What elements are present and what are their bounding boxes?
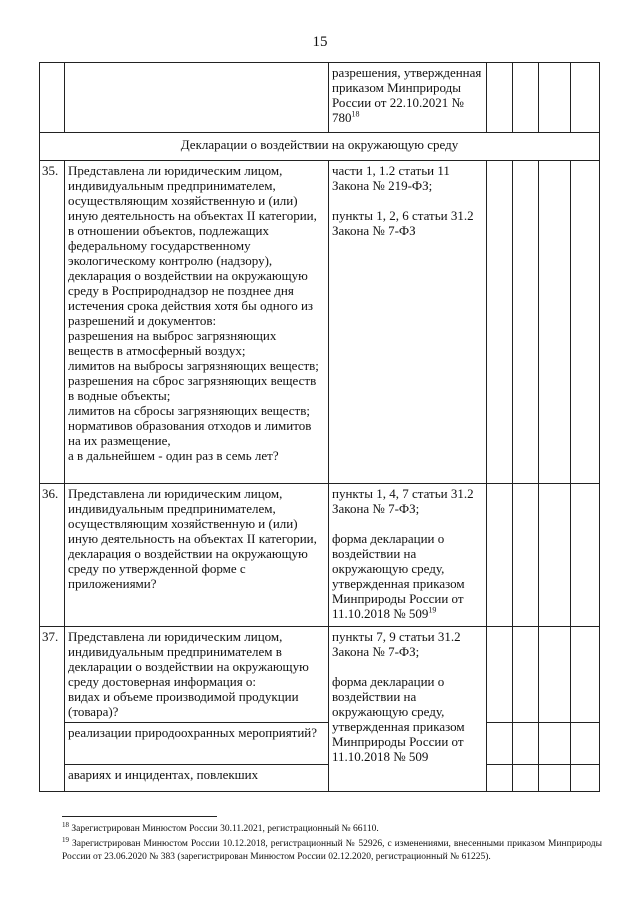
row-number: 37.	[40, 627, 65, 792]
basis-text: части 1, 1.2 статьи 11 Закона № 219-ФЗ; пункты 1, 2, 6 статьи 31.2 Закона № 7-ФЗ	[329, 161, 487, 484]
footnote-divider	[62, 816, 217, 817]
table-row	[40, 484, 600, 627]
check-cell	[571, 723, 600, 765]
table-row	[40, 723, 600, 765]
question-cell	[65, 63, 329, 133]
check-cell	[513, 723, 539, 765]
check-cell	[513, 484, 539, 627]
table-row	[40, 765, 600, 792]
footnote-text: Зарегистрирован Минюстом России 10.12.2018, регистрационный № 52926, с изменениями, внесенными приказом Минприроды России от 23.06.2020 № 383 (зарегистрирован Минюстом России 02.12.2020, регистрационный № 61225).	[62, 839, 602, 862]
check-cell	[487, 484, 513, 627]
row-number-cell	[40, 63, 65, 133]
check-cell	[571, 627, 600, 723]
check-cell	[487, 723, 513, 765]
check-cell	[487, 161, 513, 484]
check-cell	[539, 161, 571, 484]
footnote-number: 19	[62, 835, 69, 844]
check-cell	[571, 484, 600, 627]
check-cell	[539, 765, 571, 792]
check-cell	[571, 161, 600, 484]
basis-text: пункты 7, 9 статьи 31.2 Закона № 7-ФЗ; форма декларации о воздействии на окружающую среду, утвержденная приказом Минприроды России от 11.10.2018 № 509	[329, 627, 487, 792]
table-row	[40, 627, 600, 723]
check-cell	[539, 484, 571, 627]
check-cell	[513, 765, 539, 792]
footnote-number: 18	[62, 820, 69, 829]
footnote	[62, 835, 602, 864]
question-text: Представлена ли юридическим лицом, индивидуальным предпринимателем в декларации о воздействии на окружающую среду достоверная информация о: видах и объеме производимой продукции (товара)?	[65, 627, 329, 723]
question-text: Представлена ли юридическим лицом, индивидуальным предпринимателем, осуществляющим хозяйственную и (или) иную деятельность на объектах II категории, в отношении объектов, подлежащих федеральному государственному экологическому контролю (надзору), декларация о воздействии на окружающую среду в Росприроднадзор не позднее дня истечения срока действия хотя бы одного из разрешений и документов: разрешения на выброс загрязняющих веществ в атмосферный воздух; лимитов на выбросы загрязняющих веществ; разрешения на сброс загрязняющих веществ в водные объекты; лимитов на сбросы загрязняющих веществ; нормативов образования отходов и лимитов на их размещение, а в дальнейшем - один раз в семь лет?	[65, 161, 329, 484]
check-cell	[539, 63, 571, 133]
check-cell	[487, 765, 513, 792]
table-row	[40, 63, 600, 133]
basis-cell	[329, 63, 487, 133]
checklist-table	[39, 62, 600, 792]
check-cell	[513, 63, 539, 133]
footnote-ref: 18	[351, 109, 360, 119]
table-row	[40, 161, 600, 484]
question-text: реализации природоохранных мероприятий?	[65, 723, 329, 765]
footnote	[62, 820, 602, 836]
section-header: Декларации о воздействии на окружающую среду	[40, 133, 600, 161]
footnote-ref: 19	[428, 605, 437, 615]
check-cell	[539, 723, 571, 765]
basis-text: пункты 1, 4, 7 статьи 31.2 Закона № 7-ФЗ; форма декларации о воздействии на окружающую среду, утвержденная приказом Минприроды России от 11.10.2018 № 509	[332, 486, 474, 621]
basis-cell	[329, 484, 487, 627]
check-cell	[571, 63, 600, 133]
check-cell	[571, 765, 600, 792]
check-cell	[513, 627, 539, 723]
row-number: 36.	[40, 484, 65, 627]
check-cell	[513, 161, 539, 484]
question-text: авариях и инцидентах, повлекших	[65, 765, 329, 792]
footnote-text: Зарегистрирован Минюстом России 30.11.2021, регистрационный № 66110.	[69, 824, 379, 834]
check-cell	[539, 627, 571, 723]
page-number: 15	[312, 34, 328, 50]
row-number: 35.	[40, 161, 65, 484]
check-cell	[487, 627, 513, 723]
basis-text: разрешения, утвержденная приказом Минприроды России от 22.10.2021 № 780	[332, 65, 482, 125]
section-header-row	[40, 133, 600, 161]
question-text: Представлена ли юридическим лицом, индивидуальным предпринимателем, осуществляющим хозяйственную и (или) иную деятельность на объектах II категории, декларация о воздействии на окружающую среду по утвержденной форме с приложениями?	[65, 484, 329, 627]
check-cell	[487, 63, 513, 133]
